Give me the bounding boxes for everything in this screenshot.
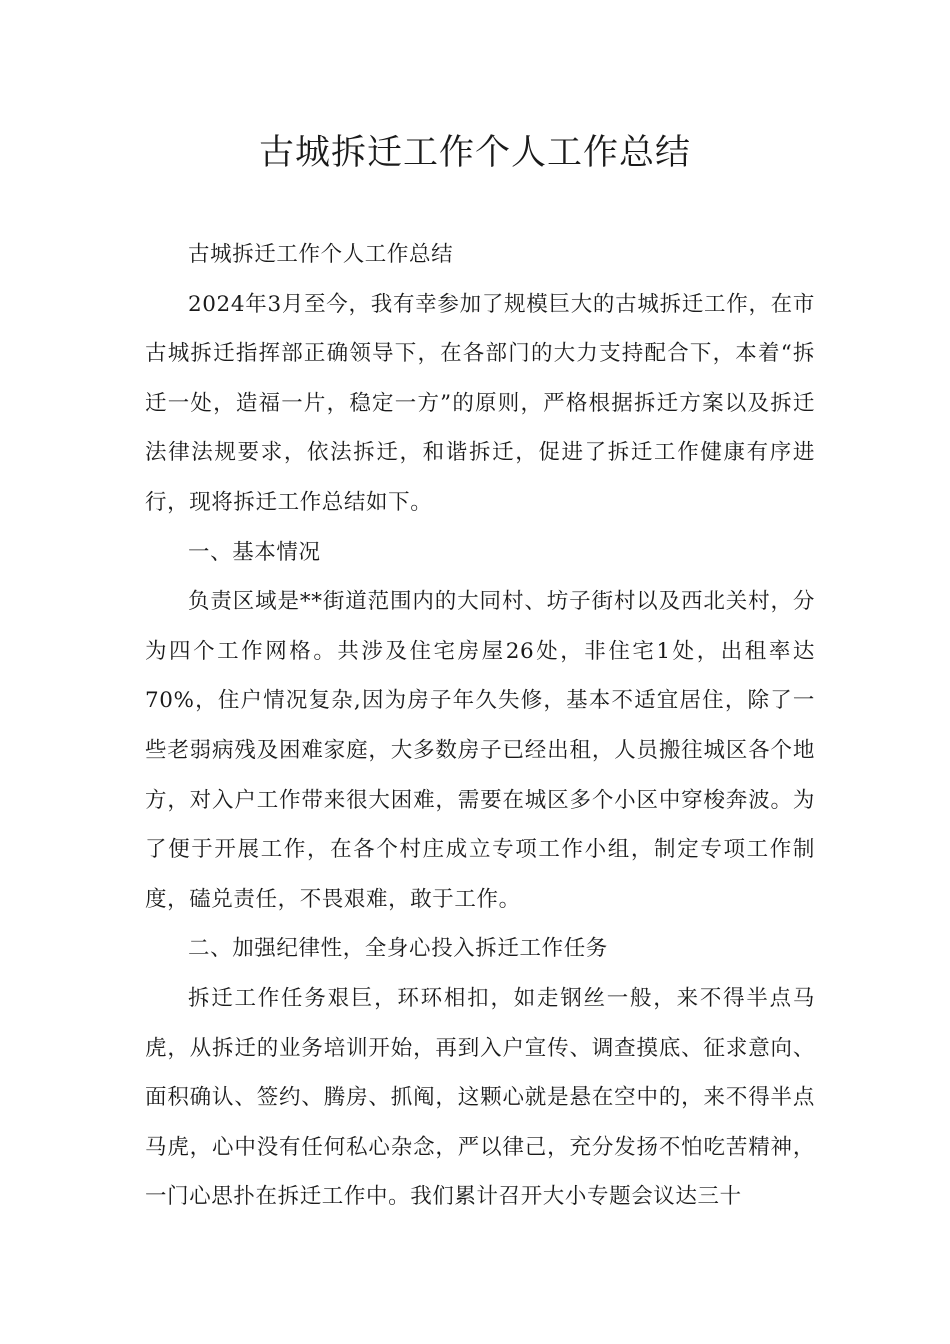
section-heading-basic-situation: 一、基本情况 [188, 539, 321, 565]
paragraph-discipline: 拆迁工作任务艰巨，环环相扣，如走钢丝一般，来不得半点马虎，从拆迁的业务培训开始，再到入户宣传、调查摸底、征求意向、面积确认、签约、腾房、抓阄，这颗心就是悬在空中的，来不得半点马虎，心中没有任何私心杂念，严以律己，充分发扬不怕吃苦精神，一门心思扑在拆迁工作中。我们累计召开大小专题会议达三十 [145, 985, 815, 1210]
section-heading-discipline: 二、加强纪律性，全身心投入拆迁工作任务 [188, 936, 608, 962]
paragraph-intro: 2024年3月至今，我有幸参加了规模巨大的古城拆迁工作，在市古城拆迁指挥部正确领导下，在各部门的大力支持配合下，本着“拆迁一处，造福一片，稳定一方”的原则，严格根据拆迁方案以及拆迁法律法规要求，依法拆迁，和谐拆迁，促进了拆迁工作健康有序进行，现将拆迁工作总结如下。 [145, 291, 815, 515]
document-body [145, 230, 815, 1222]
document-title: 古城拆迁工作个人工作总结 [258, 133, 691, 173]
paragraph-subtitle: 古城拆迁工作个人工作总结 [188, 242, 454, 267]
paragraph-basic-situation: 负责区域是**街道范围内的大同村、坊子街村以及西北关村，分为四个工作网格。共涉及住宅房屋26处，非住宅1处，出租率达70%，住户情况复杂,因为房子年久失修，基本不适宜居住，除了一些老弱病残及困难家庭，大多数房子已经出租，人员搬往城区各个地方，对入户工作带来很大困难，需要在城区多个小区中穿梭奔波。为了便于开展工作，在各个村庄成立专项工作小组，制定专项工作制度，磕兑责任，不畏艰难，敢于工作。 [145, 589, 815, 912]
